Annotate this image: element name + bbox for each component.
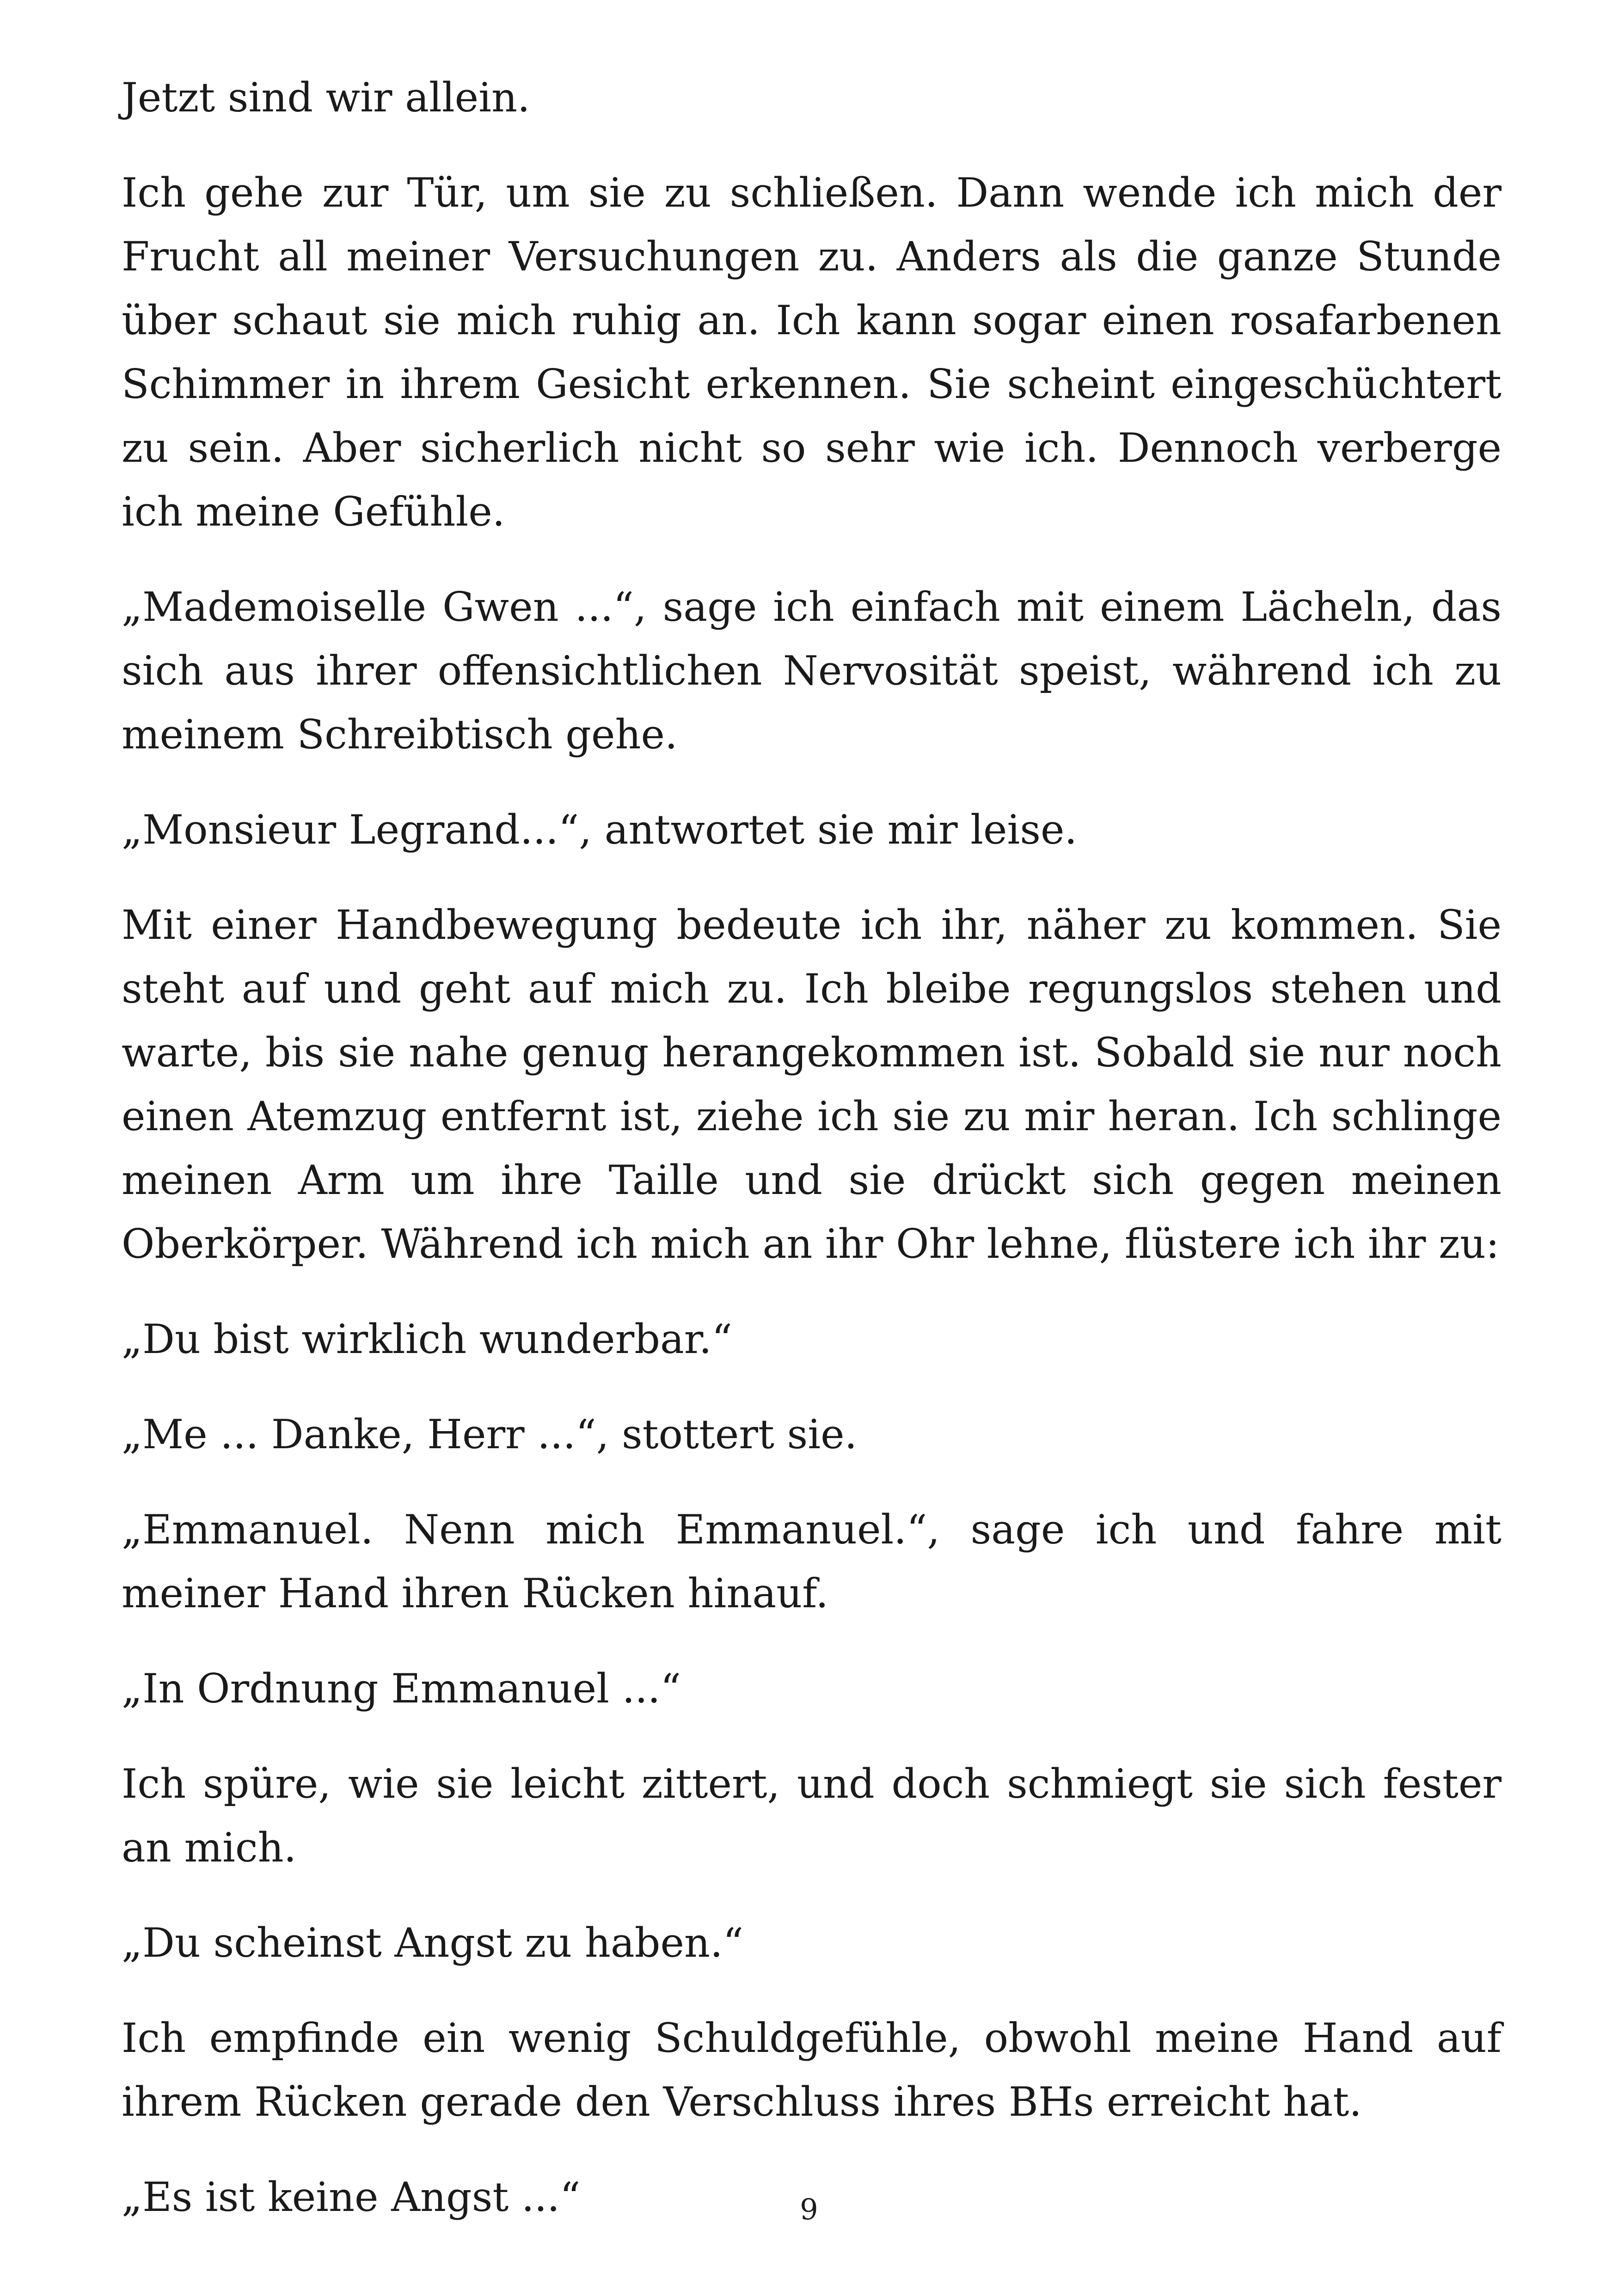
paragraph: Jetzt sind wir allein.: [122, 74, 530, 121]
paragraph: Ich spüre, wie sie leicht zittert, und doch schmiegt sie sich fester an mich.: [122, 1760, 1502, 1871]
paragraph: „Me ... Danke, Herr ...“, stottert sie.: [122, 1411, 858, 1458]
paragraph: „In Ordnung Emmanuel ...“: [122, 1665, 681, 1712]
paragraph: Mit einer Handbewegung bedeute ich ihr, näher zu kommen. Sie steht auf und geht auf mich zu. Ich bleibe regungslos stehen und warte, bis sie nahe genug herangekommen ist. Sobald sie nur noch einen Atemzug entfernt ist, ziehe ich sie zu mir heran. Ich schlinge meinen Arm um ihre Taille und sie drückt sich gegen meinen Oberkörper. Während ich mich an ihr Ohr lehne, flüstere ich ihr zu:: [122, 901, 1502, 1267]
paragraph: „Emmanuel. Nenn mich Emmanuel.“, sage ich und fahre mit meiner Hand ihren Rücken hinauf.: [122, 1506, 1502, 1617]
paragraph: „Du scheinst Angst zu haben.“: [122, 1919, 744, 1966]
paragraph: Ich empfinde ein wenig Schuldgefühle, obwohl meine Hand auf ihrem Rücken gerade den Verschluss ihres BHs erreicht hat.: [122, 2014, 1502, 2125]
body-text: [122, 66, 1502, 2260]
paragraph: „Mademoiselle Gwen ...“, sage ich einfach mit einem Lächeln, das sich aus ihrer offensichtlichen Nervosität speist, während ich zu meinem Schreibtisch gehe.: [122, 583, 1502, 758]
page-number: 9: [800, 2192, 818, 2226]
paragraph: „Du bist wirklich wunderbar.“: [122, 1316, 732, 1363]
paragraph: „Es ist keine Angst ...“: [122, 2174, 581, 2221]
paragraph: Ich gehe zur Tür, um sie zu schließen. Dann wende ich mich der Frucht all meiner Versuchungen zu. Anders als die ganze Stunde über schaut sie mich ruhig an. Ich kann sogar einen rosafarbenen Schimmer in ihrem Gesicht erkennen. Sie scheint eingeschüchtert zu sein. Aber sicherlich nicht so sehr wie ich. Dennoch verberge ich meine Gefühle.: [122, 169, 1502, 535]
paragraph: „Monsieur Legrand...“, antwortet sie mir leise.: [122, 806, 1078, 853]
